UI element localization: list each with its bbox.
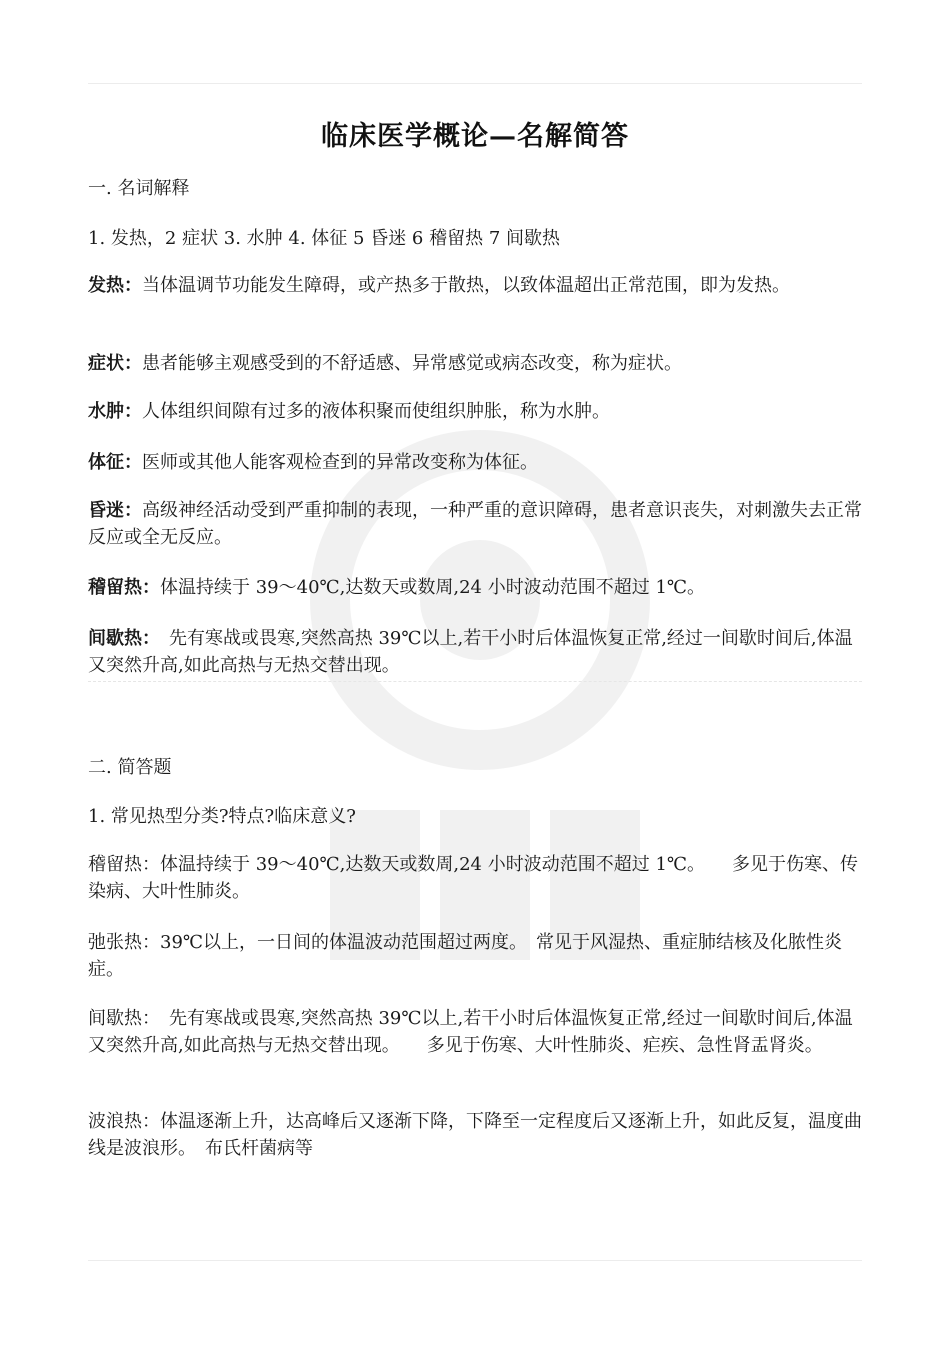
definition-fever (88, 272, 862, 299)
definition-term: 发热： (88, 275, 142, 296)
answer-undulant-fever: 波浪热：体温逐渐上升，达高峰后又逐渐下降，下降至一定程度后又逐渐上升，如此反复，温度曲线是波浪形。 布氏杆菌病等 (88, 1111, 862, 1159)
definition-term: 昏迷： (88, 500, 142, 521)
definition-text: 当体温调节功能发生障碍，或产热多于散热，以致体温超出正常范围，即为发热。 (142, 275, 790, 296)
section-heading-short-answer: 二. 简答题 (88, 757, 172, 778)
top-divider (88, 83, 862, 84)
bottom-divider (88, 1260, 862, 1261)
term-list: 1. 发热，2 症状 3. 水肿 4. 体征 5 昏迷 6 稽留热 7 间歇热 (88, 228, 560, 249)
definition-edema (88, 398, 862, 425)
definition-term: 水肿： (88, 401, 142, 422)
definition-term: 体征： (88, 452, 142, 473)
definition-text: 人体组织间隙有过多的液体积聚而使组织肿胀，称为水肿。 (142, 401, 610, 422)
definition-term: 稽留热： (88, 577, 160, 598)
definition-term: 间歇热： (88, 628, 151, 649)
definition-text: 医师或其他人能客观检查到的异常改变称为体征。 (142, 452, 538, 473)
definition-continued-fever (88, 574, 862, 601)
definition-text: 患者能够主观感受到的不舒适感、异常感觉或病态改变，称为症状。 (142, 353, 682, 374)
answer-continued-fever: 稽留热：体温持续于 39～40℃,达数天或数周,24 小时波动范围不超过 1℃。 多见于伤寒、传染病、大叶性肺炎。 (88, 854, 859, 902)
definition-sign (88, 449, 862, 476)
page-title: 临床医学概论—名解简答 (321, 121, 629, 152)
definition-text: 体温持续于 39～40℃,达数天或数周,24 小时波动范围不超过 1℃。 (160, 577, 706, 598)
section-divider (88, 681, 862, 682)
definition-text: 高级神经活动受到严重抑制的表现，一种严重的意识障碍，患者意识丧失，对刺激失去正常反应或全无反应。 (88, 500, 862, 548)
question-text: 1. 常见热型分类?特点?临床意义? (88, 806, 356, 827)
definition-coma (88, 497, 862, 551)
definition-symptom (88, 350, 862, 377)
section-heading-definitions: 一. 名词解释 (88, 178, 190, 199)
answer-remittent-fever: 弛张热：39℃以上，一日间的体温波动范围超过两度。 常见于风湿热、重症肺结核及化脓性炎症。 (88, 932, 843, 980)
definition-text: 先有寒战或畏寒,突然高热 39℃以上,若干小时后体温恢复正常,经过一间歇时间后,体温又突然升高,如此高热与无热交替出现。 (88, 628, 853, 676)
definition-term: 症状： (88, 353, 142, 374)
definition-intermittent-fever (88, 625, 862, 679)
answer-intermittent-fever: 间歇热： 先有寒战或畏寒,突然高热 39℃以上,若干小时后体温恢复正常,经过一间歇时间后,体温又突然升高,如此高热与无热交替出现。 多见于伤寒、大叶性肺炎、疟疾、急性肾盂肾炎。 (88, 1008, 853, 1056)
